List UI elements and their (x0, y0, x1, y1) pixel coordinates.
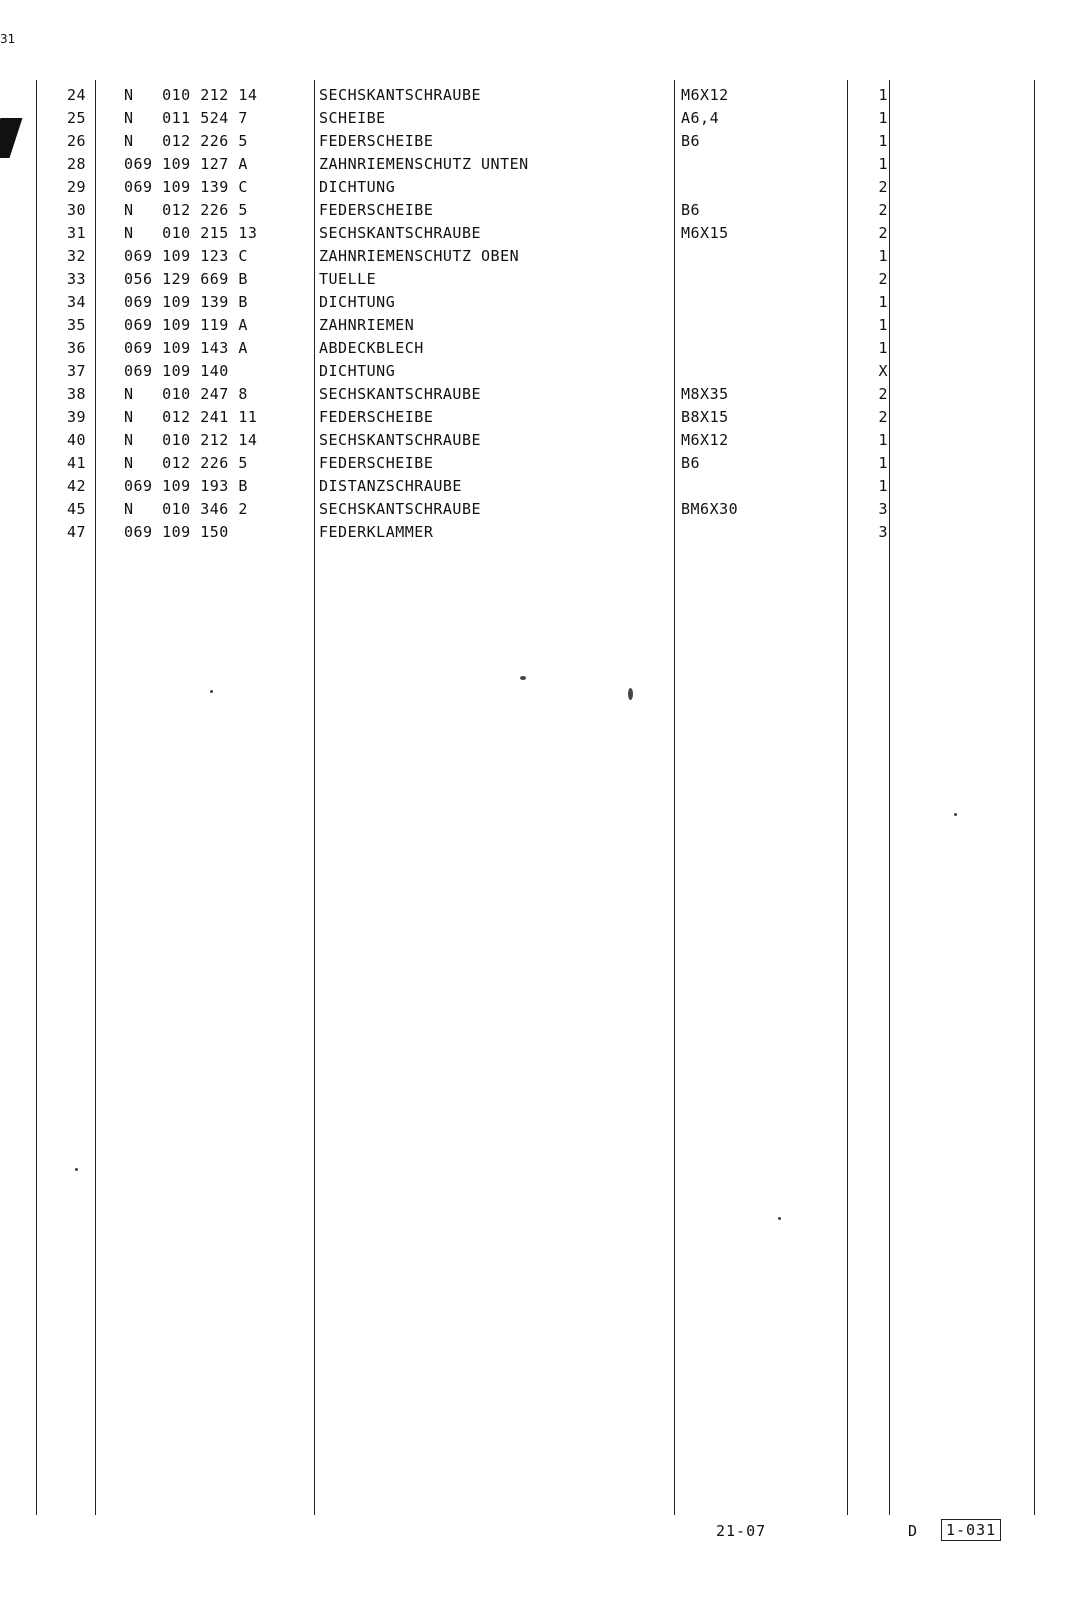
part-description: ZAHNRIEMEN (319, 316, 415, 334)
quantity: 3 (878, 523, 888, 541)
scan-speck (210, 690, 213, 693)
part-description: DICHTUNG (319, 362, 396, 380)
quantity: 1 (878, 431, 888, 449)
part-specification (681, 268, 801, 291)
position-number: 47 (66, 523, 86, 541)
part-number: N 012 226 5 (124, 201, 248, 219)
part-description: FEDERSCHEIBE (319, 132, 434, 150)
corner-mark: 31 (0, 32, 16, 46)
part-specification: M6X12 (681, 431, 729, 449)
position-number: 45 (66, 500, 86, 518)
part-specification (681, 245, 801, 268)
part-number: 069 109 123 C (124, 247, 248, 265)
language-letter: D (908, 1522, 918, 1540)
table-row (0, 429, 1083, 452)
part-specification (681, 360, 801, 383)
quantity: 1 (878, 109, 888, 127)
part-number: 069 109 193 B (124, 477, 248, 495)
table-row (0, 406, 1083, 429)
parts-list (0, 84, 1083, 544)
page-code: 21-07 (716, 1522, 767, 1540)
part-specification (681, 153, 801, 176)
part-specification (681, 291, 801, 314)
scan-speck (628, 688, 633, 700)
part-description: DICHTUNG (319, 293, 396, 311)
part-number: N 010 247 8 (124, 385, 248, 403)
position-number: 28 (66, 155, 86, 173)
part-specification (681, 521, 801, 544)
part-specification: M6X15 (681, 224, 729, 242)
part-description: SECHSKANTSCHRAUBE (319, 431, 482, 449)
part-description: ZAHNRIEMENSCHUTZ UNTEN (319, 155, 529, 173)
part-specification: M8X35 (681, 385, 729, 403)
part-number: 056 129 669 B (124, 270, 248, 288)
quantity: 2 (878, 408, 888, 426)
position-number: 24 (66, 86, 86, 104)
part-description: SCHEIBE (319, 109, 386, 127)
quantity: 1 (878, 316, 888, 334)
table-row (0, 452, 1083, 475)
part-number: N 010 212 14 (124, 86, 258, 104)
part-description: SECHSKANTSCHRAUBE (319, 86, 482, 104)
position-number: 40 (66, 431, 86, 449)
table-row (0, 291, 1083, 314)
table-row (0, 199, 1083, 222)
part-specification: B6 (681, 454, 701, 472)
quantity: 2 (878, 270, 888, 288)
part-specification: M6X12 (681, 86, 729, 104)
quantity: 1 (878, 132, 888, 150)
part-description: ABDECKBLECH (319, 339, 424, 357)
table-row (0, 268, 1083, 291)
position-number: 36 (66, 339, 86, 357)
scan-speck (954, 813, 957, 816)
part-number: 069 109 119 A (124, 316, 248, 334)
table-row (0, 498, 1083, 521)
quantity: 1 (878, 477, 888, 495)
table-row (0, 245, 1083, 268)
page-reference: 1-031 (941, 1519, 1001, 1541)
quantity: 2 (878, 385, 888, 403)
part-specification: BM6X30 (681, 500, 739, 518)
position-number: 33 (66, 270, 86, 288)
quantity: 1 (878, 293, 888, 311)
position-number: 30 (66, 201, 86, 219)
part-specification: B8X15 (681, 408, 729, 426)
part-number: N 010 215 13 (124, 224, 258, 242)
part-description: SECHSKANTSCHRAUBE (319, 224, 482, 242)
part-specification: A6,4 (681, 109, 720, 127)
position-number: 37 (66, 362, 86, 380)
quantity: X (878, 362, 888, 380)
part-specification (681, 475, 801, 498)
part-description: SECHSKANTSCHRAUBE (319, 500, 482, 518)
part-description: FEDERSCHEIBE (319, 454, 434, 472)
part-number: N 012 226 5 (124, 454, 248, 472)
part-number: 069 109 140 (124, 362, 229, 380)
part-description: SECHSKANTSCHRAUBE (319, 385, 482, 403)
quantity: 1 (878, 339, 888, 357)
part-description: FEDERKLAMMER (319, 523, 434, 541)
table-row (0, 84, 1083, 107)
part-number: 069 109 139 B (124, 293, 248, 311)
position-number: 29 (66, 178, 86, 196)
part-description: DISTANZSCHRAUBE (319, 477, 462, 495)
part-description: FEDERSCHEIBE (319, 201, 434, 219)
table-row (0, 337, 1083, 360)
part-number: 069 109 150 (124, 523, 229, 541)
table-row (0, 153, 1083, 176)
scan-speck (75, 1168, 78, 1171)
quantity: 2 (878, 201, 888, 219)
quantity: 3 (878, 500, 888, 518)
part-number: N 011 524 7 (124, 109, 248, 127)
table-row (0, 130, 1083, 153)
part-specification: B6 (681, 132, 701, 150)
part-number: 069 109 139 C (124, 178, 248, 196)
part-number: N 012 241 11 (124, 408, 258, 426)
part-description: FEDERSCHEIBE (319, 408, 434, 426)
table-row (0, 222, 1083, 245)
part-number: N 012 226 5 (124, 132, 248, 150)
part-specification (681, 337, 801, 360)
quantity: 1 (878, 247, 888, 265)
part-description: ZAHNRIEMENSCHUTZ OBEN (319, 247, 520, 265)
quantity: 2 (878, 224, 888, 242)
part-description: TUELLE (319, 270, 377, 288)
position-number: 39 (66, 408, 86, 426)
scan-speck (778, 1217, 781, 1220)
position-number: 35 (66, 316, 86, 334)
position-number: 31 (66, 224, 86, 242)
quantity: 1 (878, 155, 888, 173)
part-number: 069 109 127 A (124, 155, 248, 173)
position-number: 42 (66, 477, 86, 495)
part-description: DICHTUNG (319, 178, 396, 196)
part-number: N 010 346 2 (124, 500, 248, 518)
table-row (0, 521, 1083, 544)
table-row (0, 360, 1083, 383)
position-number: 26 (66, 132, 86, 150)
scan-speck (520, 676, 526, 680)
part-specification: B6 (681, 201, 701, 219)
table-row (0, 314, 1083, 337)
table-row (0, 475, 1083, 498)
part-specification (681, 314, 801, 337)
quantity: 1 (878, 454, 888, 472)
part-number: N 010 212 14 (124, 431, 258, 449)
position-number: 41 (66, 454, 86, 472)
part-specification (681, 176, 801, 199)
position-number: 38 (66, 385, 86, 403)
position-number: 34 (66, 293, 86, 311)
part-number: 069 109 143 A (124, 339, 248, 357)
position-number: 25 (66, 109, 86, 127)
table-row (0, 176, 1083, 199)
table-row (0, 383, 1083, 406)
table-row (0, 107, 1083, 130)
quantity: 1 (878, 86, 888, 104)
position-number: 32 (66, 247, 86, 265)
quantity: 2 (878, 178, 888, 196)
